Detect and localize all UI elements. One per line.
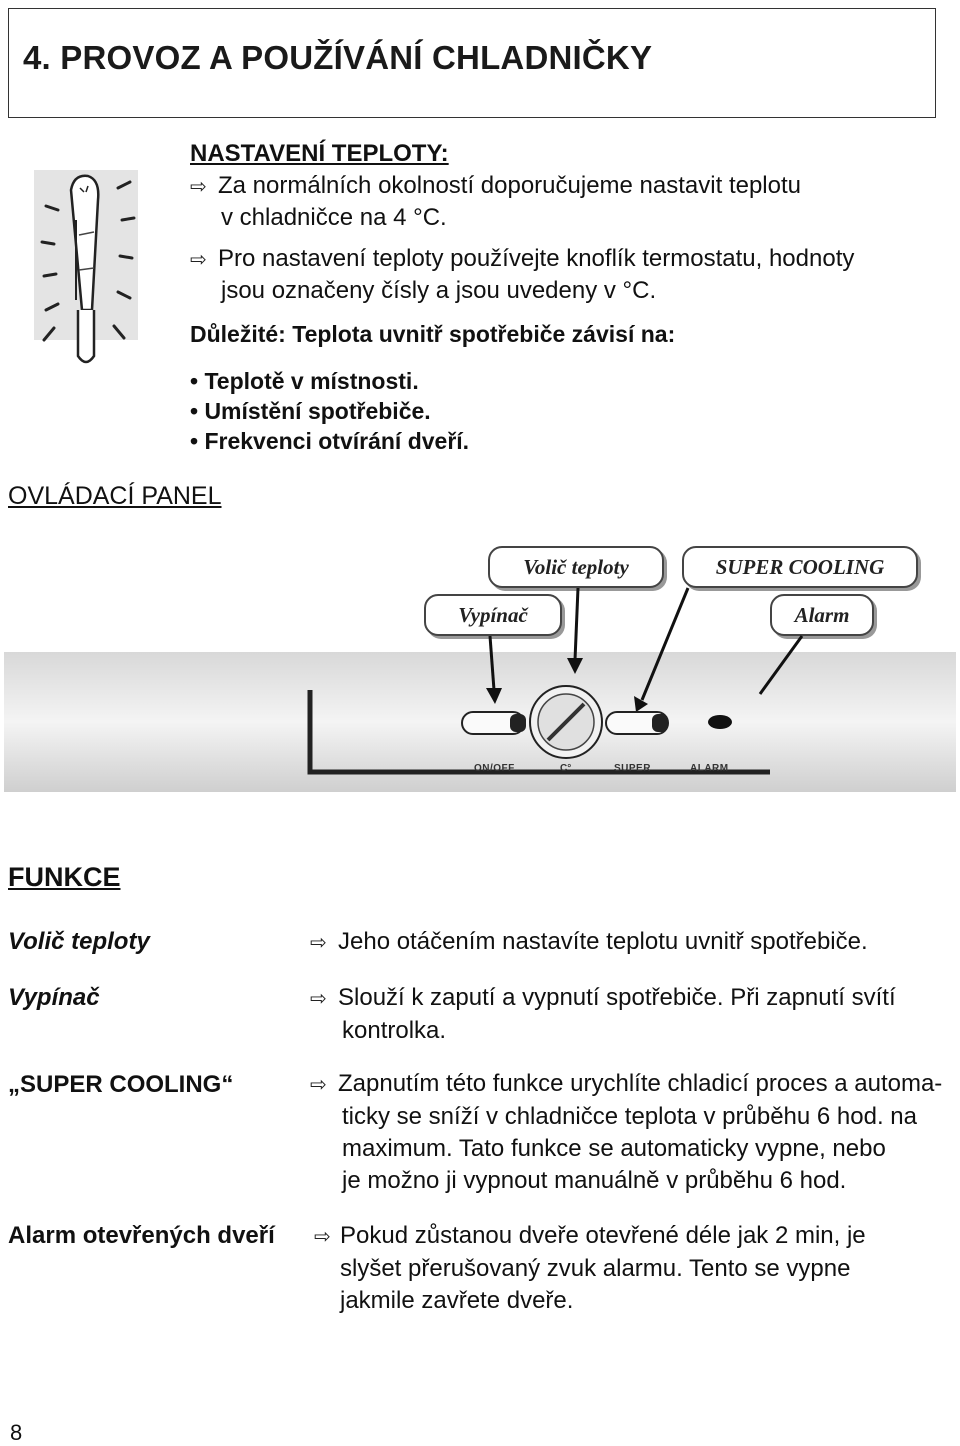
- panel-label-celsius: C°: [560, 763, 572, 774]
- important-note: Důležité: Teplota uvnitř spotřebiče závisí na:: [190, 321, 676, 347]
- page-number: 8: [10, 1420, 23, 1445]
- bullet-item: • Teplotě v místnosti.: [190, 368, 419, 394]
- hollow-right-arrow-icon: ⇨: [190, 176, 207, 198]
- control-panel-illustration: [0, 540, 960, 800]
- hollow-right-arrow-icon: ⇨: [310, 932, 327, 954]
- bullet-list: [190, 366, 469, 456]
- callout-alarm: Alarm: [770, 594, 874, 636]
- callout-super-cooling: SUPER COOLING: [682, 546, 918, 588]
- function-text-door-alarm: ⇨ Pokud zůstanou dveře otevřené déle jak 2 min, je slyšet přerušovaný zvuk alarmu. Tento se vypne jakmile zavřete dveře.: [314, 1222, 866, 1314]
- callout-switch: Vypínač: [424, 594, 562, 636]
- temperature-item-2-cont: jsou označeny čísly a jsou uvedeny v °C.: [221, 277, 657, 304]
- function-text-super-cooling: ⇨ Zapnutím této funkce urychlíte chladicí proces a automa- ticky se sníží v chladničce teplota v průběhu 6 hod. na maximum. Tato funkce se automaticky vypne, nebo je možno ji vypnout manuálně v průběhu 6 hod.: [310, 1070, 943, 1194]
- temperature-item-1: ⇨ Za normálních okolností doporučujeme nastavit teplotu: [190, 170, 801, 203]
- temperature-item-2: ⇨ Pro nastavení teploty používejte knoflík termostatu, hodnoty: [190, 243, 854, 276]
- panel-label-super: SUPER: [614, 763, 651, 774]
- title-box: [8, 8, 936, 118]
- function-label-door-alarm: Alarm otevřených dveří: [8, 1222, 275, 1249]
- panel-label-alarm: ALARM: [690, 763, 729, 774]
- page-title: 4. PROVOZ A POUŽÍVÁNÍ CHLADNIČKY: [23, 39, 653, 76]
- control-panel-heading: OVLÁDACÍ PANEL: [8, 482, 222, 510]
- function-label-super-cooling: „SUPER COOLING“: [8, 1071, 234, 1098]
- hollow-right-arrow-icon: ⇨: [310, 1074, 327, 1096]
- function-label-switch: Vypínač: [8, 984, 100, 1011]
- function-text-selector: ⇨ Jeho otáčením nastavíte teplotu uvnitř spotřebiče.: [310, 926, 868, 959]
- hollow-right-arrow-icon: ⇨: [314, 1226, 331, 1248]
- hollow-right-arrow-icon: ⇨: [310, 988, 327, 1010]
- function-label-selector: Volič teploty: [8, 928, 150, 955]
- function-text-switch: ⇨ Slouží k zaputí a vypnutí spotřebiče. Při zapnutí svítí kontrolka.: [310, 984, 896, 1044]
- panel-label-onoff: ON/OFF: [474, 763, 515, 774]
- callout-temperature-selector: Volič teploty: [488, 546, 664, 588]
- temperature-heading: NASTAVENÍ TEPLOTY:: [190, 140, 449, 167]
- thermometer-icon: [26, 160, 146, 380]
- bullet-item: • Frekvenci otvírání dveří.: [190, 428, 470, 454]
- temperature-item-1-cont: v chladničce na 4 °C.: [221, 204, 447, 231]
- bullet-item: • Umístění spotřebiče.: [190, 398, 431, 424]
- hollow-right-arrow-icon: ⇨: [190, 249, 207, 271]
- functions-heading: FUNKCE: [8, 862, 121, 892]
